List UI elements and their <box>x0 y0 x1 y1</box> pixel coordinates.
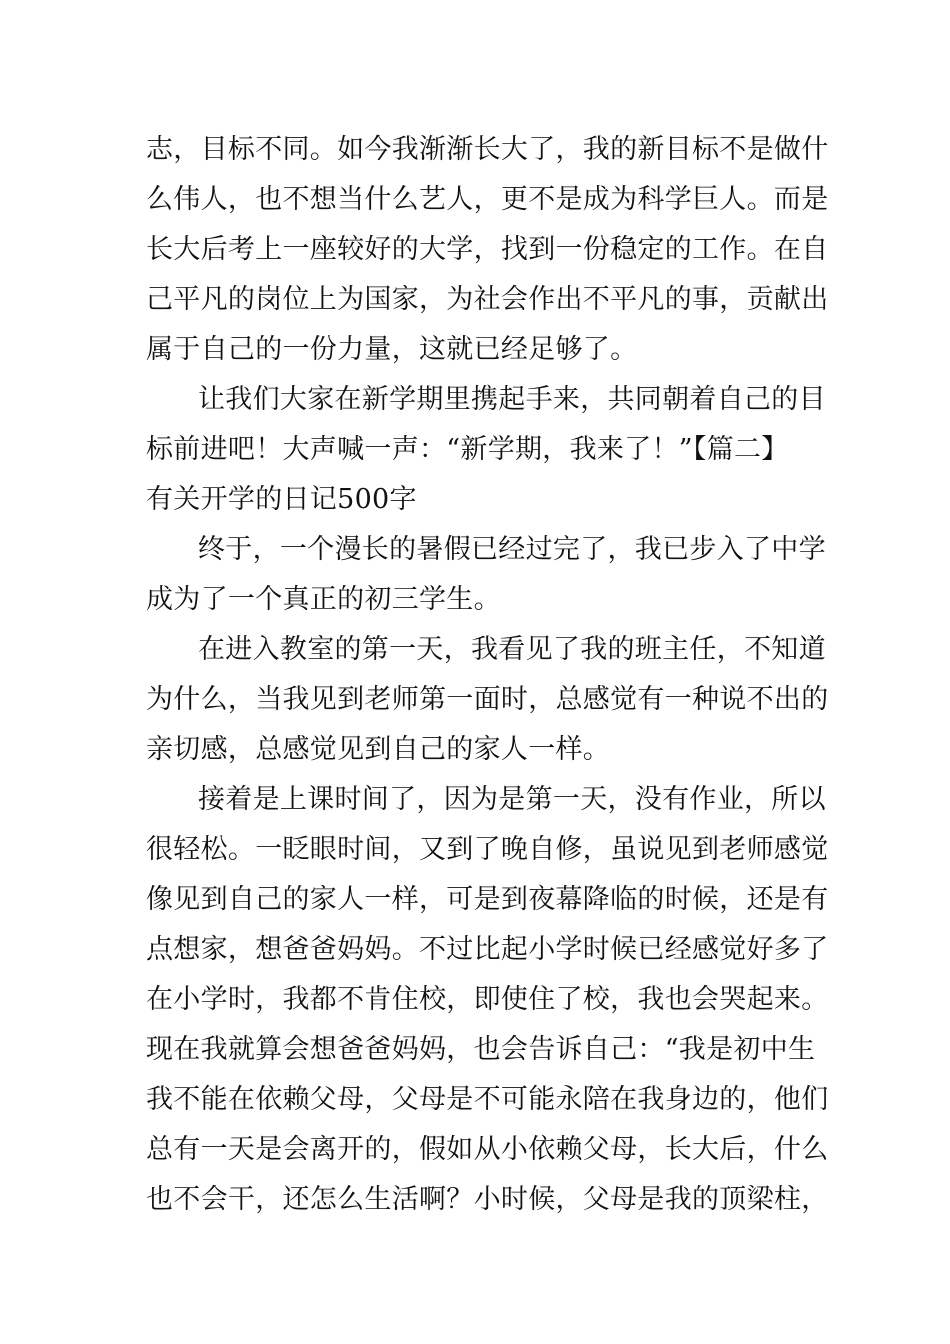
text-line: 像见到自己的家人一样，可是到夜幕降临的时候，还是有 <box>146 884 829 915</box>
text-line: 为什么，当我见到老师第一面时，总感觉有一种说不出的 <box>146 684 829 715</box>
text-line: 有关开学的日记500字 <box>146 484 417 515</box>
text-line: 总有一天是会离开的，假如从小依赖父母，长大后，什么 <box>146 1134 829 1165</box>
text-line: 我不能在依赖父母，父母是不可能永陪在我身边的，他们 <box>146 1084 829 1115</box>
text-line: 么伟人，也不想当什么艺人，更不是成为科学巨人。而是 <box>146 184 829 215</box>
text-line: 亲切感，总感觉见到自己的家人一样。 <box>146 734 611 765</box>
text-line: 己平凡的岗位上为国家，为社会作出不平凡的事，贡献出 <box>146 284 829 315</box>
text-line: 志，目标不同。如今我渐渐长大了，我的新目标不是做什 <box>146 134 829 165</box>
text-line: 点想家，想爸爸妈妈。不过比起小学时候已经感觉好多了 <box>146 934 829 965</box>
text-line: 终于，一个漫长的暑假已经过完了，我已步入了中学 <box>198 534 826 565</box>
text-line: 在进入教室的第一天，我看见了我的班主任，不知道 <box>198 634 826 665</box>
text-line: 接着是上课时间了，因为是第一天，没有作业，所以 <box>198 784 826 815</box>
text-line: 长大后考上一座较好的大学，找到一份稳定的工作。在自 <box>146 234 829 265</box>
text-line: 标前进吧！大声喊一声：“新学期，我来了！”【篇二】 <box>146 434 789 465</box>
text-line: 现在我就算会想爸爸妈妈，也会告诉自己：“我是初中生 <box>146 1034 816 1065</box>
text-line: 很轻松。一眨眼时间，又到了晚自修，虽说见到老师感觉 <box>146 834 829 865</box>
text-line: 成为了一个真正的初三学生。 <box>146 584 501 615</box>
text-line: 属于自己的一份力量，这就已经足够了。 <box>146 334 638 365</box>
text-line: 也不会干，还怎么生活啊？小时候，父母是我的顶梁柱， <box>146 1184 829 1215</box>
text-line: 让我们大家在新学期里携起手来，共同朝着自己的目 <box>198 384 826 415</box>
text-line: 在小学时，我都不肯住校，即使住了校，我也会哭起来。 <box>146 984 829 1015</box>
